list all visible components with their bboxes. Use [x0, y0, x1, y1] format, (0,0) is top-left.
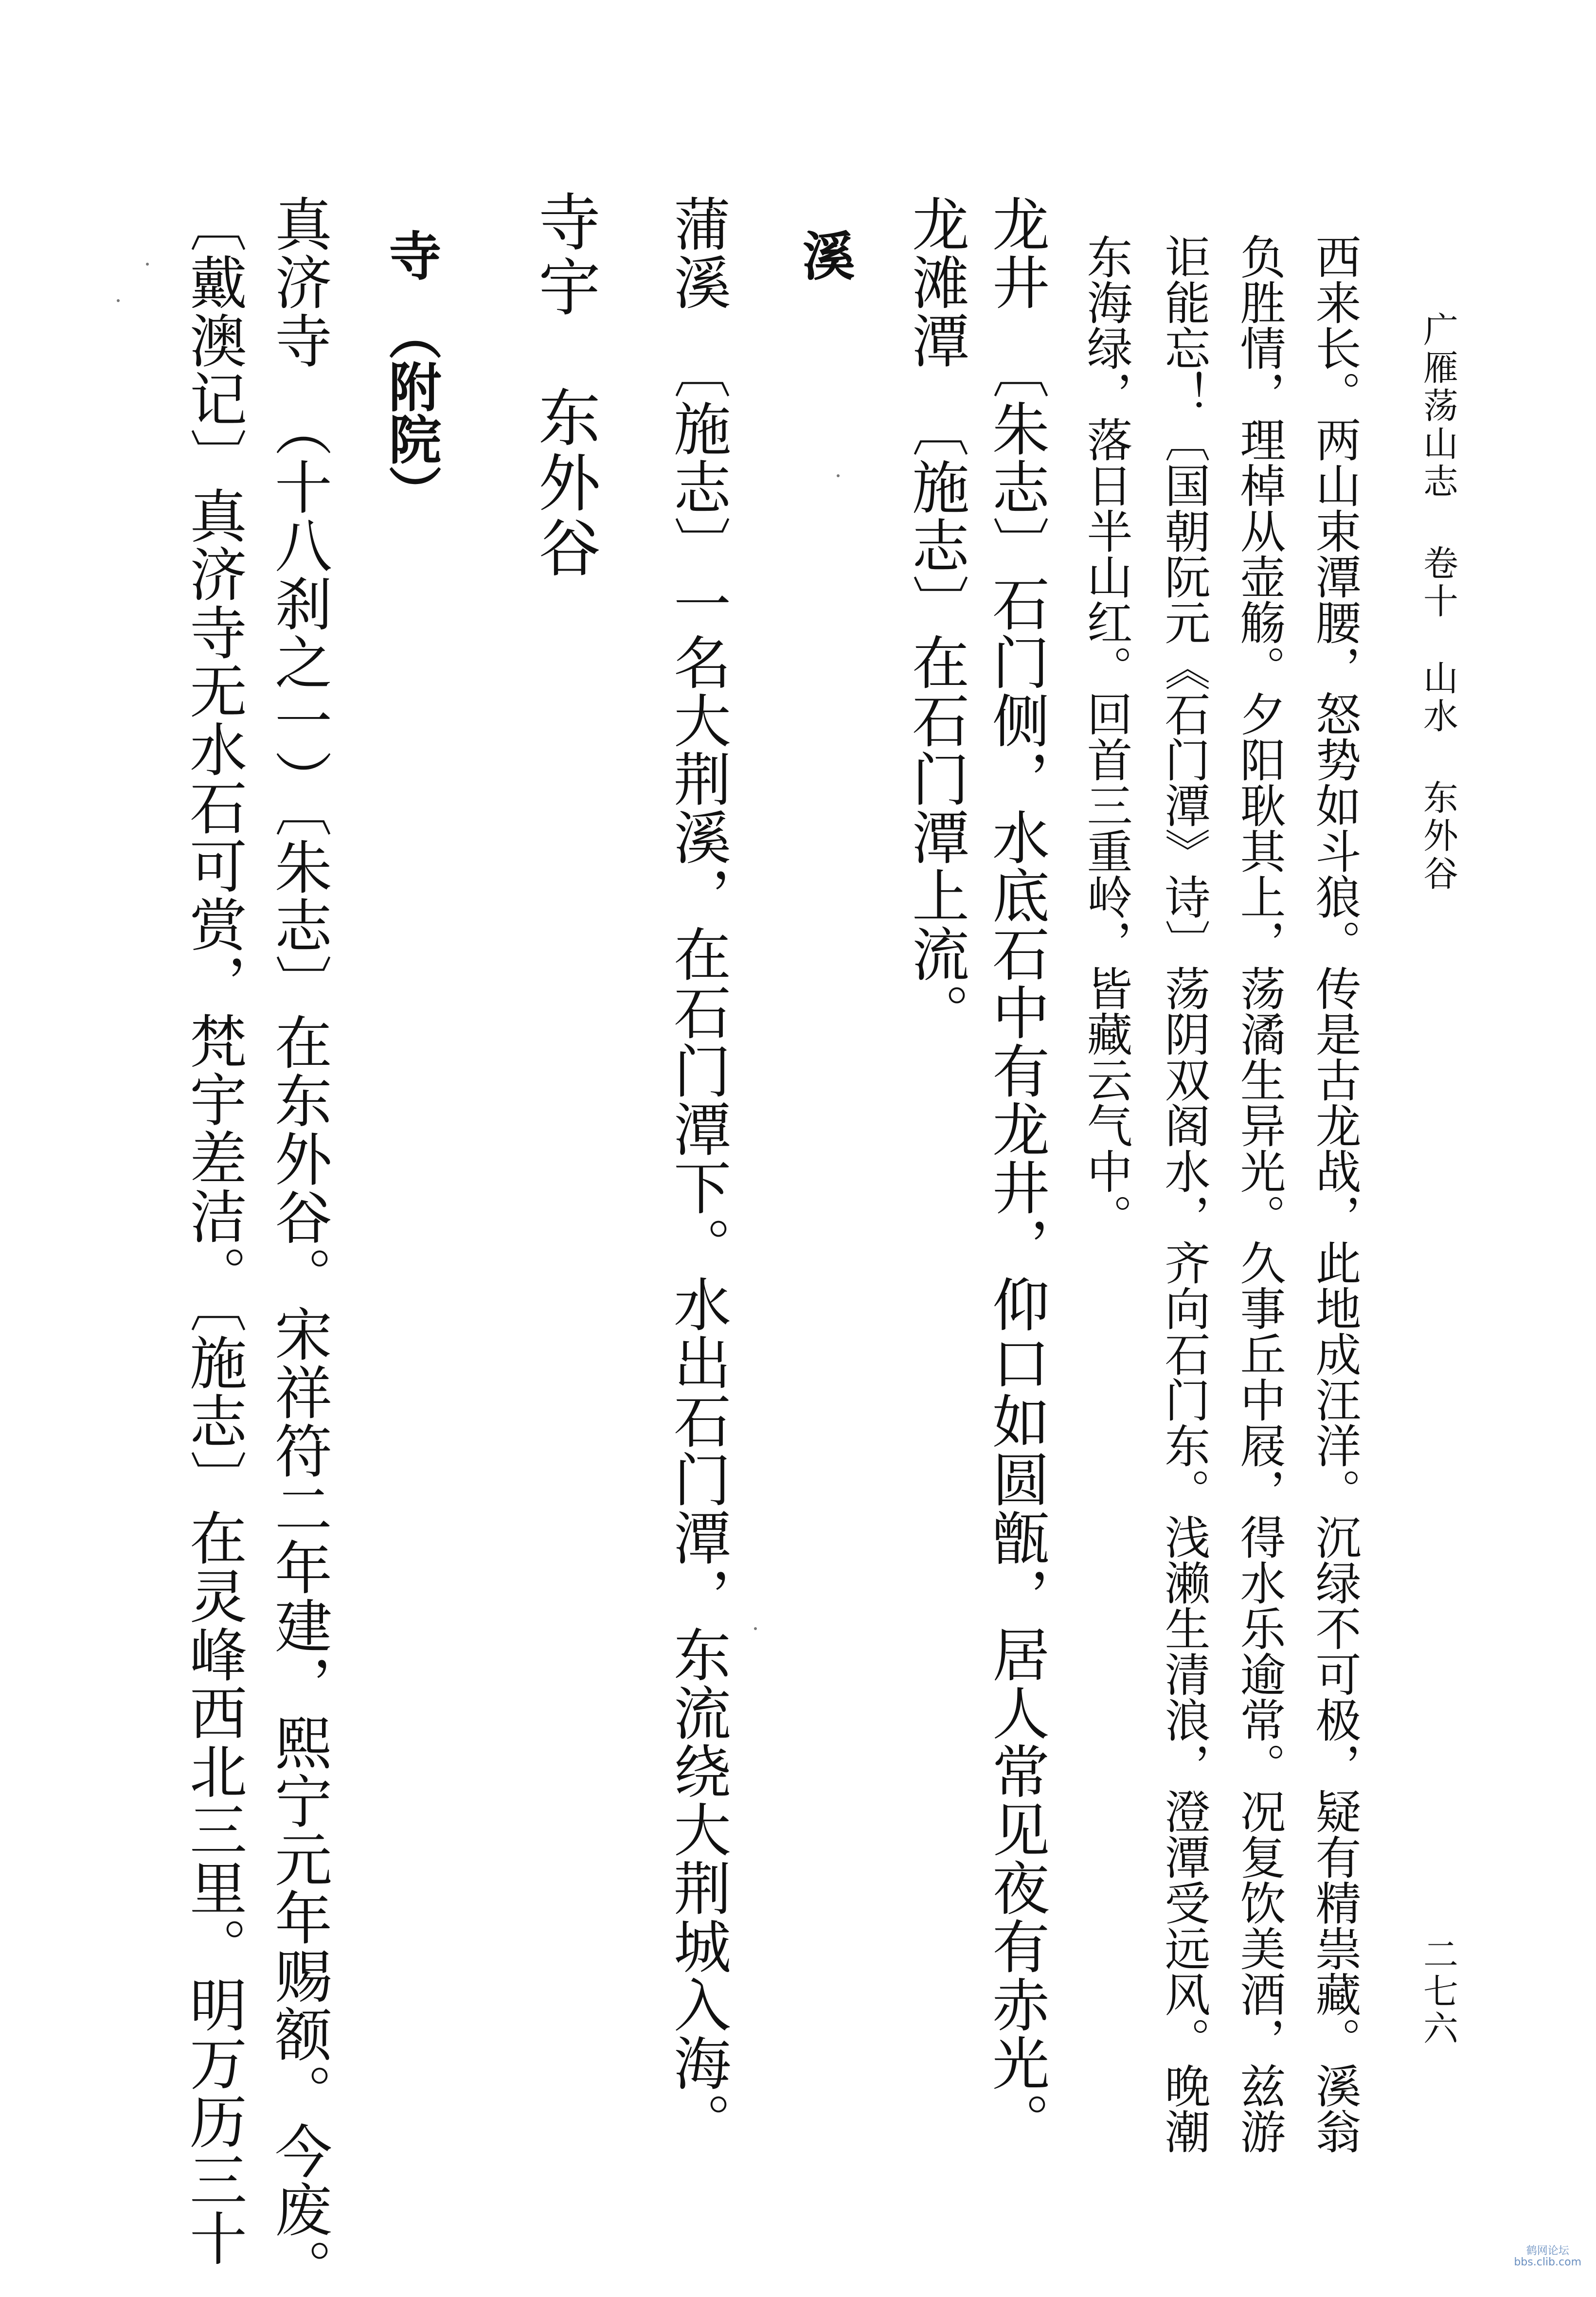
scan-speck — [146, 263, 149, 266]
text-column-4: 东海绿，落日半山红。回首三重岭，皆藏云气中。 — [1079, 233, 1132, 1239]
text-column-6: 龙滩潭 〔施志〕在石门潭上流。 — [902, 195, 969, 1041]
text-column-2: 负胜情，理棹从壶觞。夕阳耿其上，荡潏生异光。久事丘中屐，得水乐逾常。况复饮美酒，兹游 — [1232, 233, 1285, 2154]
watermark-line-2: bbs.clib.com — [1514, 2256, 1581, 2268]
text-column-12: 〔戴澳记〕真济寺无水石可赏，梵宇差洁。〔施志〕在灵峰西北三里。明万历三十 — [180, 195, 247, 2267]
text-column-8: 蒲溪 〔施志〕一名大荆溪，在石门潭下。水出石门潭，东流绕大荆城入海。 — [664, 195, 731, 2151]
page-number: 二七六 — [1417, 1936, 1458, 2047]
text-column-1: 西来长。两山束潭腰，怒势如斗狼。传是古龙战，此地成汪洋。沉绿不可极，疑有精祟藏。溪翁 — [1308, 233, 1361, 2154]
scan-speck — [754, 1627, 757, 1630]
scan-speck — [117, 299, 120, 302]
watermark-line-1: 鹤网论坛 — [1526, 2244, 1569, 2257]
book-title: 广雁荡山志 — [1417, 311, 1458, 501]
text-column-11: 真济寺 （十八刹之一）〔朱志〕在东外谷。宋祥符二年建，熙宁元年赐额。今废。 — [265, 195, 332, 2297]
section-heading-temple: 寺 （附院） — [380, 229, 441, 518]
chapter-heading-temples: 寺宇 东外谷 — [528, 190, 600, 581]
section-label: 东外谷 — [1417, 779, 1458, 893]
volume-label: 卷十 — [1417, 545, 1458, 621]
section-heading-streams: 溪 — [793, 229, 855, 281]
scan-speck — [837, 474, 840, 477]
category-label: 山水 — [1417, 660, 1458, 736]
running-header — [1417, 311, 1458, 893]
watermark — [1514, 2245, 1581, 2268]
text-column-5: 龙井 〔朱志〕石门侧，水底石中有龙井，仰口如圆甑，居人常见夜有赤光。 — [983, 195, 1050, 2151]
text-column-3: 讵能忘！〔国朝阮元《石门潭》诗〕荡阴双阁水，齐向石门东。浅濑生清浪，澄潭受远风。晚潮 — [1157, 233, 1210, 2154]
